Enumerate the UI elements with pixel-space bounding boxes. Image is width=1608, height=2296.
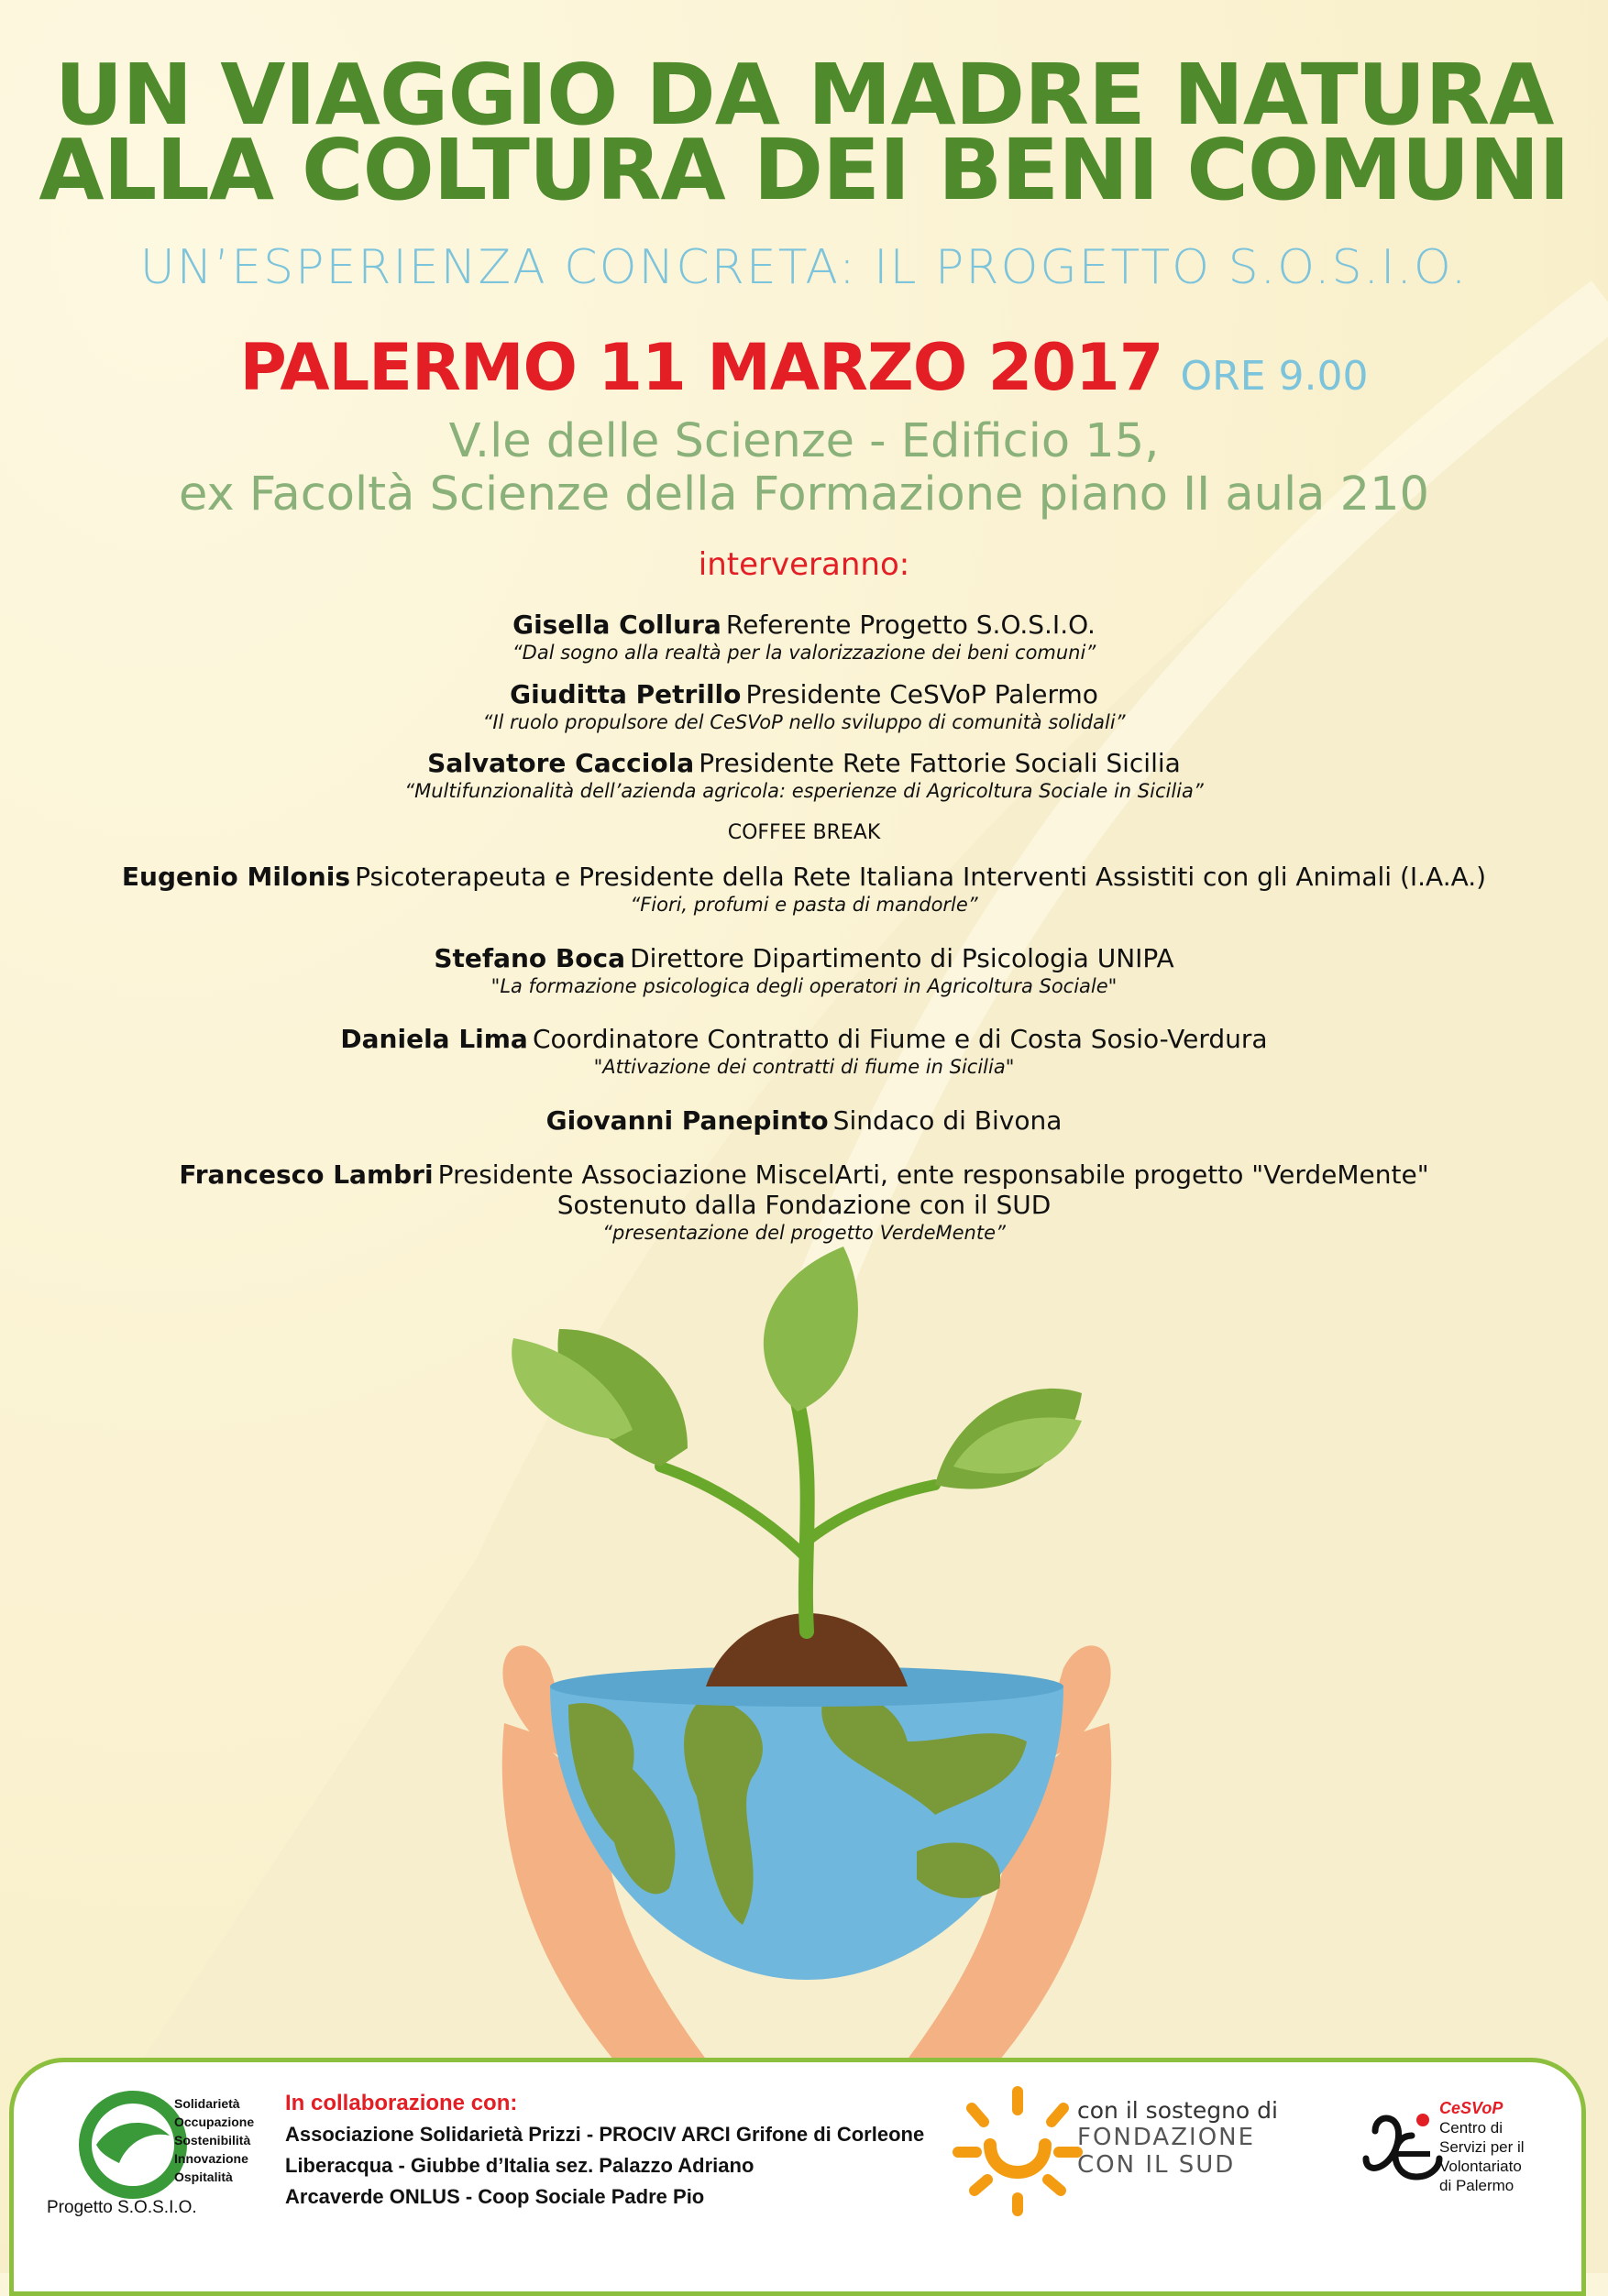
acronym-line: Sostenibilità (174, 2133, 251, 2148)
sosio-logo-icon (78, 2090, 188, 2200)
speaker-name: Giuditta Petrillo (510, 679, 742, 709)
fcs-line: FONDAZIONE (1077, 2124, 1256, 2151)
speaker-entry (0, 1024, 1608, 1078)
acronym-line: Solidarietà (174, 2096, 240, 2111)
venue-line-2: ex Facoltà Scienze della Formazione piano II aula 210 (178, 467, 1429, 522)
speaker-extra: Sostenuto dalla Fondazione con il SUD (556, 1190, 1052, 1220)
speaker-quote: "La formazione psicologica degli operatori in Agricoltura Sociale" (490, 975, 1118, 997)
speaker-name: Eugenio Milonis (121, 862, 350, 892)
speaker-name: Gisella Collura (512, 610, 721, 640)
collab-line: Liberacqua - Giubbe d’Italia sez. Palazzo Adriano (285, 2154, 754, 2177)
fondazione-sud-sun-icon (949, 2081, 1086, 2218)
event-time: ORE 9.00 (1180, 353, 1369, 400)
cesvop-name: CeSVoP (1439, 2099, 1503, 2117)
speaker-quote: “Multifunzionalità dell’azienda agricola: esperienze di Agricoltura Sociale in Sicilia” (404, 780, 1204, 802)
speaker-quote: “Fiori, profumi e pasta di mandorle” (630, 894, 978, 916)
speaker-entry (0, 1159, 1608, 1244)
speaker-role: Referente Progetto S.O.S.I.O. (725, 610, 1096, 640)
date-line (0, 330, 1608, 405)
acronym-line: Innovazione (174, 2151, 248, 2166)
speaker-role: Coordinatore Contratto di Fiume e di Costa Sosio-Verdura (532, 1024, 1268, 1054)
stem-branch (809, 1485, 935, 1540)
title-line-1: UN VIAGGIO DA MADRE NATURA (54, 46, 1554, 144)
speaker-name: Francesco Lambri (179, 1159, 434, 1190)
plant-globe-illustration (477, 1247, 1137, 2099)
speaker-quote: “Dal sogno alla realtà per la valorizzazione dei beni comuni” (512, 642, 1096, 664)
stem (798, 1402, 808, 1631)
speaker-entry (0, 748, 1608, 802)
collab-line: Associazione Solidarietà Prizzi - PROCIV ARCI Grifone di Corleone (285, 2123, 925, 2146)
speaker-entry (0, 610, 1608, 664)
acronym-line: Occupazione (174, 2115, 255, 2129)
speaker-role: Psicoterapeuta e Presidente della Rete Italiana Interventi Assistiti con gli Animali (I.A.A.) (355, 862, 1487, 892)
stem-branch (660, 1467, 807, 1558)
fcs-line: con il sostegno di (1077, 2097, 1278, 2124)
cesvop-text (1439, 2099, 1525, 2195)
speakers-label: interveranno: (698, 546, 910, 583)
speaker-role: Presidente Associazione MiscelArti, ente responsabile progetto "VerdeMente" (437, 1159, 1429, 1190)
speaker-role: Direttore Dipartimento di Psicologia UNIPA (630, 943, 1174, 973)
cesvop-line: Centro di (1439, 2119, 1503, 2137)
collaboration-block (285, 2088, 924, 2213)
speaker-entry (0, 679, 1608, 733)
speaker-quote: “presentazione del progetto VerdeMente” (602, 1222, 1006, 1244)
speaker-name: Stefano Boca (434, 943, 625, 973)
fcs-line: CON IL SUD (1077, 2151, 1236, 2179)
subtitle: UN’ESPERIENZA CONCRETA: IL PROGETTO S.O.S.I.O. (139, 240, 1469, 295)
speaker-name: Salvatore Cacciola (427, 748, 695, 778)
cesvop-line: Servizi per il (1439, 2138, 1525, 2156)
speaker-name: Giovanni Panepinto (545, 1105, 829, 1136)
collab-line: Arcaverde ONLUS - Coop Sociale Padre Pio (285, 2185, 705, 2208)
speaker-entry (0, 943, 1608, 997)
speaker-role: Sindaco di Bivona (832, 1105, 1063, 1136)
fondazione-sud-text (1077, 2097, 1278, 2179)
footer-partners (9, 2058, 1586, 2296)
coffee-break: COFFEE BREAK (727, 821, 881, 844)
sosio-caption: Progetto S.O.S.I.O. (47, 2198, 197, 2217)
cesvop-line: Volontariato (1439, 2158, 1522, 2175)
speaker-quote: "Attivazione dei contratti di fiume in Sicilia" (593, 1056, 1015, 1078)
leaf-top (764, 1247, 858, 1412)
event-date: PALERMO 11 MARZO 2017 (239, 330, 1163, 405)
speaker-name: Daniela Lima (340, 1024, 528, 1054)
cesvop-line: di Palermo (1439, 2177, 1514, 2194)
speaker-role: Presidente CeSVoP Palermo (745, 679, 1098, 709)
title-line-2: ALLA COLTURA DEI BENI COMUNI (39, 121, 1569, 219)
collab-title: In collaborazione con: (285, 2091, 518, 2115)
speaker-role: Presidente Rete Fattorie Sociali Sicilia (699, 748, 1181, 778)
acronym-line: Ospitalità (174, 2170, 233, 2184)
speaker-entry (0, 1105, 1608, 1136)
cesvop-logo-icon (1357, 2104, 1448, 2195)
sosio-acronym (174, 2094, 254, 2186)
speaker-entry (0, 862, 1608, 916)
venue-line-1: V.le delle Scienze - Edificio 15, (448, 414, 1160, 468)
speaker-quote: “Il ruolo propulsore del CeSVoP nello sviluppo di comunità solidali” (482, 711, 1126, 733)
